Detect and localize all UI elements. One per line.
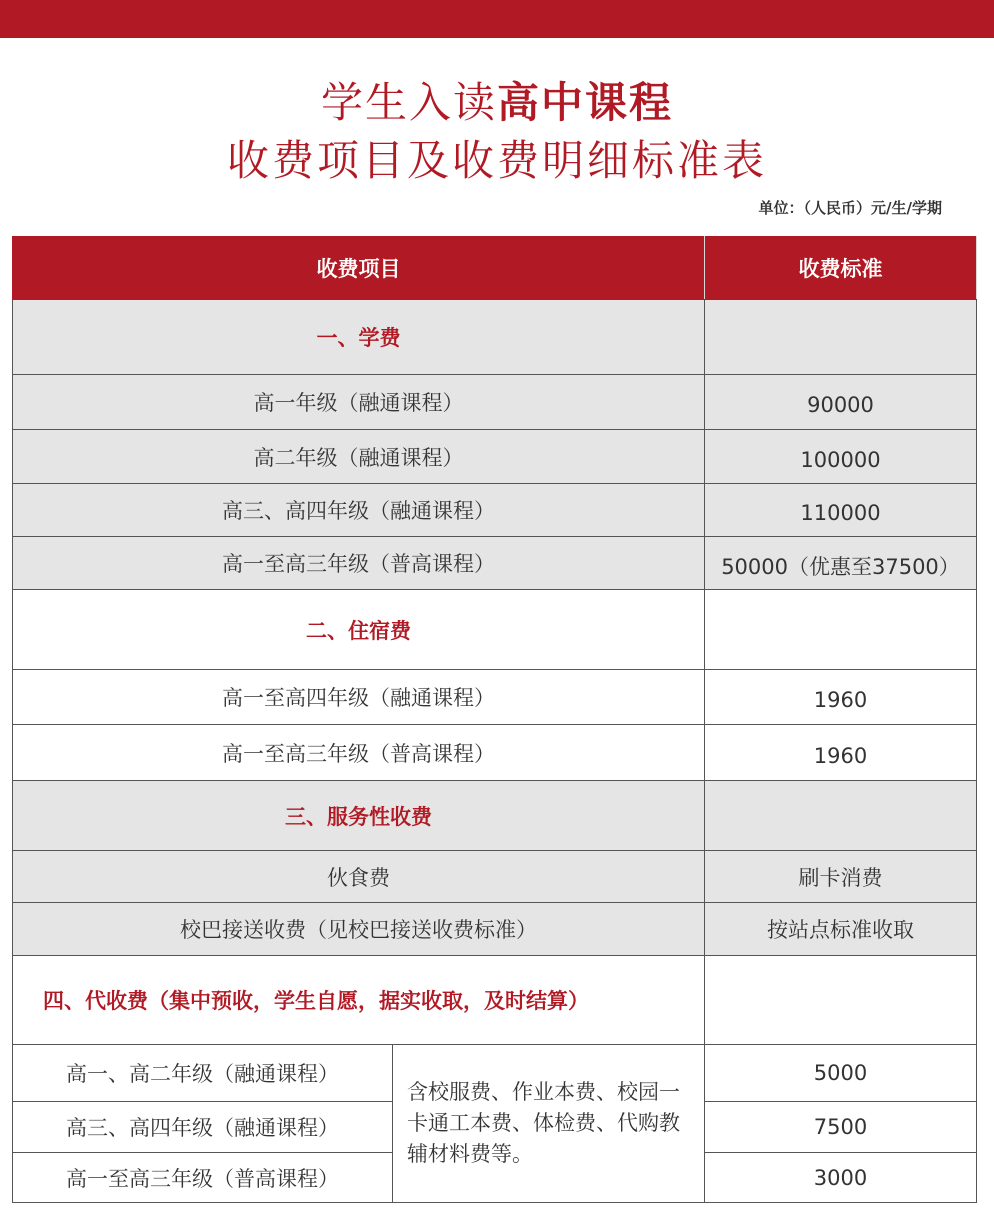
fee-value: 按站点标准收取 xyxy=(705,903,977,956)
fee-value: 刷卡消费 xyxy=(705,851,977,903)
table-row xyxy=(13,851,977,903)
table-row xyxy=(13,484,977,537)
section-row-service xyxy=(13,781,977,851)
fee-table xyxy=(12,236,977,1203)
table-row xyxy=(13,903,977,956)
section-title: 四、代收费（集中预收，学生自愿，据实收取，及时结算） xyxy=(13,956,705,1045)
section-row-accommodation xyxy=(13,590,977,670)
fee-value: 1960 xyxy=(705,670,977,725)
section-title: 二、住宿费 xyxy=(13,590,705,670)
section-title: 三、服务性收费 xyxy=(13,781,705,851)
header-item: 收费项目 xyxy=(13,237,705,300)
fee-value: 5000 xyxy=(705,1045,977,1102)
page-title-line2: 收费项目及收费明细标准表 xyxy=(226,136,767,185)
table-header-row xyxy=(13,237,977,300)
fee-item: 高一至高三年级（普高课程） xyxy=(13,725,705,781)
table-row xyxy=(13,725,977,781)
table-row xyxy=(13,1045,977,1102)
empty-cell xyxy=(705,300,977,375)
section-row-tuition xyxy=(13,300,977,375)
fee-value: 7500 xyxy=(705,1102,977,1153)
page-title-line1 xyxy=(0,70,994,130)
empty-cell xyxy=(705,781,977,851)
fee-value: 110000 xyxy=(705,484,977,537)
fee-item: 高一至高四年级（融通课程） xyxy=(13,670,705,725)
title-emphasis: 高中课程 xyxy=(497,78,674,127)
unit-note: 单位：（人民币）元/生/学期 xyxy=(758,199,942,217)
fee-value: 100000 xyxy=(705,430,977,484)
fee-value: 50000（优惠至37500） xyxy=(705,537,977,590)
fee-item: 高一至高三年级（普高课程） xyxy=(13,1153,393,1203)
section-title: 一、学费 xyxy=(13,300,705,375)
header-standard: 收费标准 xyxy=(705,237,977,300)
table-row xyxy=(13,670,977,725)
table-row xyxy=(13,375,977,430)
fee-value: 90000 xyxy=(705,375,977,430)
fee-item: 校巴接送收费（见校巴接送收费标准） xyxy=(13,903,705,956)
fee-item: 伙食费 xyxy=(13,851,705,903)
table-row xyxy=(13,430,977,484)
fee-value: 3000 xyxy=(705,1153,977,1203)
fee-item: 高一、高二年级（融通课程） xyxy=(13,1045,393,1102)
fee-item: 高三、高四年级（融通课程） xyxy=(13,1102,393,1153)
fee-item: 高二年级（融通课程） xyxy=(13,430,705,484)
fee-item: 高一年级（融通课程） xyxy=(13,375,705,430)
fee-value: 1960 xyxy=(705,725,977,781)
fee-item: 高一至高三年级（普高课程） xyxy=(13,537,705,590)
empty-cell xyxy=(705,590,977,670)
fee-item: 高三、高四年级（融通课程） xyxy=(13,484,705,537)
section-row-collection xyxy=(13,956,977,1045)
table-row xyxy=(13,537,977,590)
title-normal: 学生入读 xyxy=(320,78,497,127)
empty-cell xyxy=(705,956,977,1045)
top-banner xyxy=(0,0,994,38)
collection-description: 含校服费、作业本费、校园一卡通工本费、体检费、代购教辅材料费等。 xyxy=(393,1045,705,1203)
